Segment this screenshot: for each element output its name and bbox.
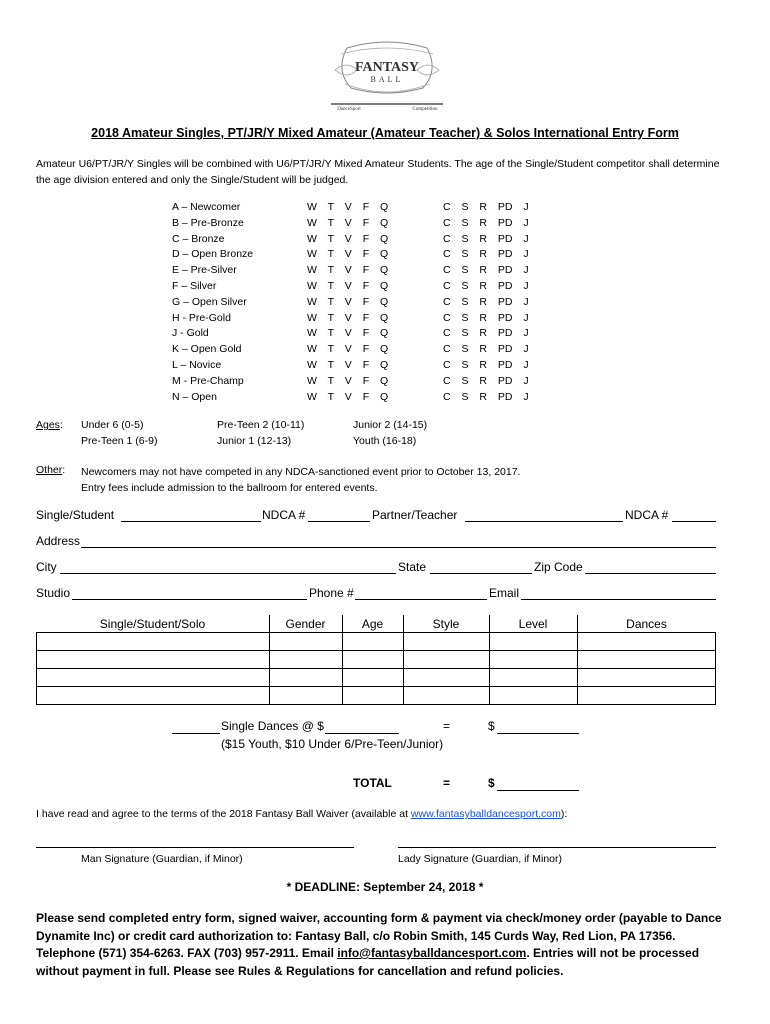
entry-table xyxy=(36,615,716,705)
single-dances-count-field[interactable] xyxy=(172,720,220,734)
table-cell[interactable] xyxy=(403,651,489,669)
email-label: Email xyxy=(489,586,520,600)
col-dances: Dances xyxy=(577,615,716,633)
table-cell[interactable] xyxy=(342,687,403,705)
single-dances-subtotal-field[interactable] xyxy=(497,720,579,734)
level-name: H - Pre-Gold xyxy=(172,311,231,324)
table-cell[interactable] xyxy=(269,633,342,651)
level-styles[interactable]: W T V F Q xyxy=(307,311,389,324)
ndca-field-2[interactable] xyxy=(672,508,716,522)
table-cell[interactable] xyxy=(577,651,716,669)
table-cell[interactable] xyxy=(37,687,270,705)
table-cell[interactable] xyxy=(37,651,270,669)
col-gender: Gender xyxy=(269,615,342,633)
level-styles[interactable]: W T V F Q xyxy=(307,201,389,213)
level-categories[interactable]: C S R PD J xyxy=(443,232,529,245)
level-name: G – Open Silver xyxy=(172,295,247,308)
dollar-sign-1: $ xyxy=(488,719,495,733)
city-label: City xyxy=(36,560,57,574)
equals-sign-2: = xyxy=(443,776,451,790)
level-categories[interactable]: C S R PD J xyxy=(443,374,529,387)
level-styles[interactable]: W T V F Q xyxy=(307,358,389,371)
level-styles[interactable]: W T V F Q xyxy=(307,264,389,277)
level-name: J - Gold xyxy=(172,327,209,340)
closing-instructions xyxy=(36,910,736,980)
level-styles[interactable]: W T V F Q xyxy=(307,279,389,292)
col-level: Level xyxy=(489,615,577,633)
entry-fee-note: Entry fees include admission to the ballroom for entered events. xyxy=(81,482,378,494)
logo-left-text: DanceSport xyxy=(337,107,361,112)
zip-label: Zip Code xyxy=(534,560,583,574)
deadline-notice: * DEADLINE: September 24, 2018 * xyxy=(286,880,484,894)
level-categories[interactable]: C S R PD J xyxy=(443,311,529,324)
email-field[interactable] xyxy=(521,586,716,600)
logo-title: FANTASY xyxy=(354,60,420,75)
table-cell[interactable] xyxy=(489,651,577,669)
level-styles[interactable]: W T V F Q xyxy=(307,248,389,261)
level-name: C – Bronze xyxy=(172,232,225,245)
col-age: Age xyxy=(342,615,403,633)
partner-teacher-label: Partner/Teacher xyxy=(372,508,458,522)
level-name: K – Open Gold xyxy=(172,343,242,356)
table-cell[interactable] xyxy=(489,669,577,687)
other-notes xyxy=(81,464,520,496)
level-name: F – Silver xyxy=(172,279,217,292)
level-styles[interactable]: W T V F Q xyxy=(307,327,389,340)
intro-text: Amateur U6/PT/JR/Y Singles will be combined with U6/PT/JR/Y Mixed Amateur Students. The age of the Single/Student competitor shall determine the age division entered and only the Single/Student will be judged. xyxy=(36,158,720,186)
age-youth: Youth (16-18) xyxy=(353,435,417,447)
other-label: Other: xyxy=(36,464,66,476)
waiver-agreement xyxy=(36,808,567,820)
equals-sign-1: = xyxy=(443,719,451,733)
table-cell[interactable] xyxy=(577,669,716,687)
single-dances-price-field[interactable] xyxy=(325,720,399,734)
ndca-label-2: NDCA # xyxy=(625,508,669,522)
phone-field[interactable] xyxy=(355,586,487,600)
level-categories[interactable]: C S R PD J xyxy=(443,343,529,356)
agreement-text: I have read and agree to the terms of the 2018 Fantasy Ball Waiver (available at xyxy=(36,808,411,820)
agreement-suffix: ): xyxy=(560,808,568,820)
partner-teacher-field[interactable] xyxy=(465,508,623,522)
level-categories[interactable]: C S R PD J xyxy=(443,390,529,403)
level-categories[interactable]: C S R PD J xyxy=(443,201,529,213)
age-pre-teen-1: Pre-Teen 1 (6-9) xyxy=(81,435,158,447)
table-cell[interactable] xyxy=(403,687,489,705)
table-cell[interactable] xyxy=(37,633,270,651)
studio-label: Studio xyxy=(36,586,71,600)
phone-label: Phone # xyxy=(309,586,354,600)
fee-note: ($15 Youth, $10 Under 6/Pre-Teen/Junior) xyxy=(221,737,444,751)
level-name: D – Open Bronze xyxy=(172,248,254,261)
table-cell[interactable] xyxy=(403,669,489,687)
logo-right-text: Competition xyxy=(412,107,438,112)
age-junior-1: Junior 1 (12-13) xyxy=(217,435,292,447)
level-styles[interactable]: W T V F Q xyxy=(307,216,389,229)
level-styles[interactable]: W T V F Q xyxy=(307,390,389,403)
address-field[interactable] xyxy=(81,534,716,548)
table-cell[interactable] xyxy=(403,633,489,651)
age-pre-teen-2: Pre-Teen 2 (10-11) xyxy=(217,419,305,431)
level-name: L – Novice xyxy=(172,358,222,371)
ages-label: Ages: xyxy=(36,419,63,431)
table-cell[interactable] xyxy=(577,633,716,651)
studio-field[interactable] xyxy=(72,586,307,600)
col-style: Style xyxy=(403,615,489,633)
table-row xyxy=(37,633,716,651)
form-title: 2018 Amateur Singles, PT/JR/Y Mixed Amateur (Amateur Teacher) & Solos International Entry Form xyxy=(91,126,679,140)
ndca-label-1: NDCA # xyxy=(262,508,306,522)
ndca-field-1[interactable] xyxy=(308,508,370,522)
level-styles[interactable]: W T V F Q xyxy=(307,374,389,387)
table-cell[interactable] xyxy=(489,687,577,705)
fantasy-ball-logo xyxy=(327,40,447,112)
man-signature-line[interactable] xyxy=(36,847,354,848)
table-cell[interactable] xyxy=(37,669,270,687)
total-field[interactable] xyxy=(497,777,579,791)
level-categories[interactable]: C S R PD J xyxy=(443,248,529,261)
table-cell[interactable] xyxy=(489,633,577,651)
level-name: M - Pre-Champ xyxy=(172,374,244,387)
table-header-row xyxy=(37,615,716,633)
level-name: B – Pre-Bronze xyxy=(172,216,244,229)
lady-signature-label: Lady Signature (Guardian, if Minor) xyxy=(398,853,562,865)
level-styles[interactable]: W T V F Q xyxy=(307,295,389,308)
table-cell[interactable] xyxy=(342,669,403,687)
level-categories[interactable]: C S R PD J xyxy=(443,216,529,229)
single-student-label: Single/Student xyxy=(36,508,115,522)
level-styles[interactable]: W T V F Q xyxy=(307,232,389,245)
single-student-field[interactable] xyxy=(121,508,261,522)
table-cell[interactable] xyxy=(269,651,342,669)
table-cell[interactable] xyxy=(269,669,342,687)
col-single-student-solo: Single/Student/Solo xyxy=(37,615,270,633)
waiver-link[interactable]: www.fantasyballdancesport.com xyxy=(410,808,561,820)
lady-signature-line[interactable] xyxy=(398,847,716,848)
city-field[interactable] xyxy=(60,560,396,574)
level-categories[interactable]: C S R PD J xyxy=(443,295,529,308)
man-signature-label: Man Signature (Guardian, if Minor) xyxy=(81,853,243,865)
table-cell[interactable] xyxy=(577,687,716,705)
level-name: E – Pre-Silver xyxy=(172,264,237,277)
table-row xyxy=(37,651,716,669)
level-styles[interactable]: W T V F Q xyxy=(307,343,389,356)
table-cell[interactable] xyxy=(269,687,342,705)
state-field[interactable] xyxy=(430,560,532,574)
level-categories[interactable]: C S R PD J xyxy=(443,264,529,277)
age-under-6: Under 6 (0-5) xyxy=(81,419,144,431)
dollar-sign-2: $ xyxy=(488,776,495,790)
table-cell[interactable] xyxy=(342,651,403,669)
table-row xyxy=(37,687,716,705)
level-categories[interactable]: C S R PD J xyxy=(443,279,529,292)
newcomer-note: Newcomers may not have competed in any NDCA-sanctioned event prior to October 13, 2017. xyxy=(81,466,521,478)
level-name: N – Open xyxy=(172,390,217,403)
contact-email-link[interactable]: info@fantasyballdancesport.com xyxy=(337,946,527,960)
level-categories[interactable]: C S R PD J xyxy=(443,358,529,371)
closing-text-1: Please send completed entry form, signed waiver, accounting form & payment via check/money order (payable to Dance Dynamite Inc) or credit card authorization to: Fantasy Ball, c/o Robin Smith, 145 Curds Way, Red Lion, PA 17356. Telephone (571) 354-6263. FAX (703) 957-2911. Email xyxy=(36,911,722,960)
total-label: TOTAL xyxy=(353,776,392,790)
table-cell[interactable] xyxy=(342,633,403,651)
age-junior-2: Junior 2 (14-15) xyxy=(353,419,428,431)
level-name: A – Newcomer xyxy=(172,201,241,213)
state-label: State xyxy=(398,560,427,574)
table-row xyxy=(37,669,716,687)
logo-subtitle: BALL xyxy=(370,75,404,84)
single-dances-label: Single Dances @ $ xyxy=(221,719,324,733)
zip-field[interactable] xyxy=(585,560,716,574)
address-label: Address xyxy=(36,534,81,548)
level-categories[interactable]: C S R PD J xyxy=(443,327,529,340)
closing-text-2: . Entries will not be processed without payment in full. Please see Rules & Regulations for cancellation and refund policies. xyxy=(36,946,700,978)
